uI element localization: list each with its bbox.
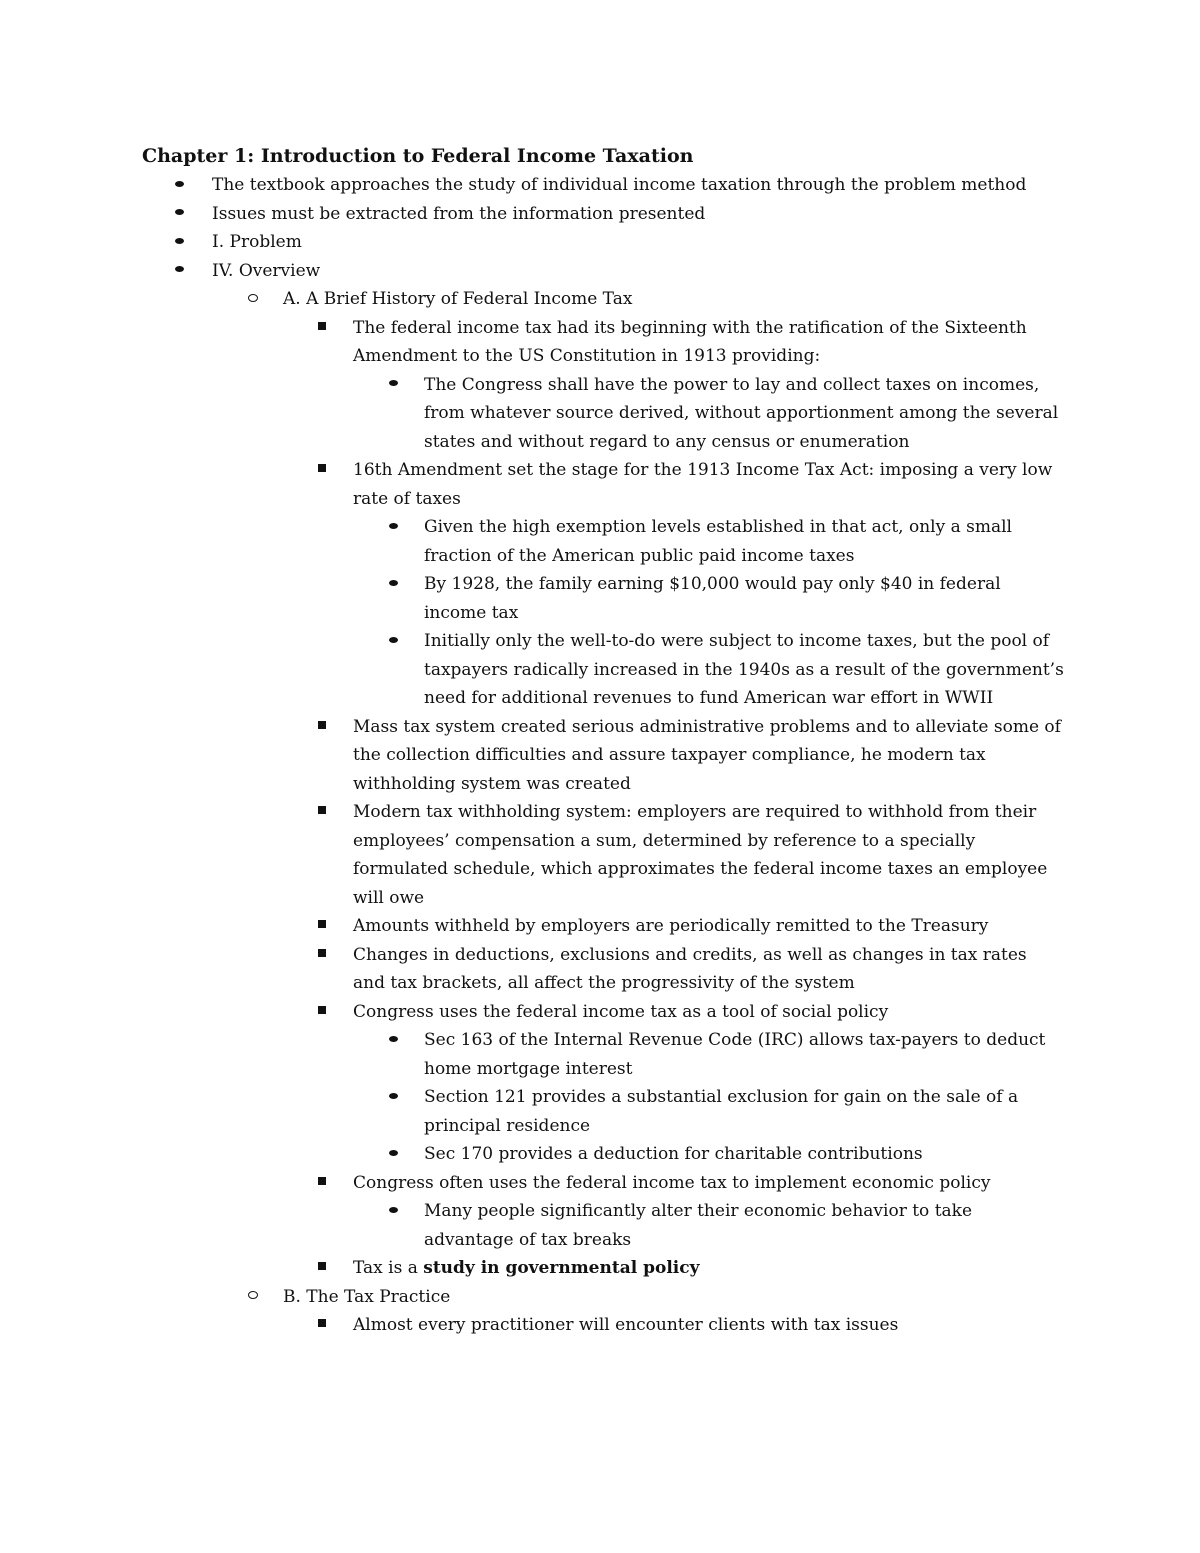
list-item <box>0 1169 1063 1198</box>
list-item-text: Sec 170 provides a deduction for charitable contributions <box>424 1144 923 1164</box>
bullet-icon <box>389 1026 398 1055</box>
list-item <box>0 627 1064 713</box>
list-item <box>0 1140 1064 1169</box>
bullet-icon <box>389 1140 398 1169</box>
list-item <box>0 1283 1073 1312</box>
circle-bullet-icon <box>248 1283 258 1312</box>
square-bullet-icon <box>318 456 326 485</box>
list-item <box>0 713 1063 799</box>
square-bullet-icon <box>318 713 326 742</box>
bullet-icon <box>389 570 398 599</box>
list-item-text: 16th Amendment set the stage for the 1913 Income Tax Act: imposing a very low rate of taxes <box>353 460 1053 509</box>
list-item-text: Congress uses the federal income tax as a tool of social policy <box>353 1001 889 1022</box>
emphasis-text: study in governmental policy <box>423 1258 700 1278</box>
circle-bullet-icon <box>248 285 258 314</box>
list-item-text: Tax is a <box>353 1258 424 1278</box>
list-item <box>0 371 1064 457</box>
square-bullet-icon <box>318 941 326 970</box>
bullet-icon <box>175 228 184 257</box>
list-item <box>0 1254 1063 1283</box>
bullet-icon <box>175 200 184 229</box>
square-bullet-icon <box>318 798 326 827</box>
list-item-text: Given the high exemption levels established in that act, only a small fraction of the American public paid income taxes <box>424 517 1012 566</box>
list-item-text: Issues must be extracted from the information presented <box>212 203 706 224</box>
list-item <box>0 314 1063 371</box>
bullet-icon <box>389 1083 398 1112</box>
bullet-icon <box>389 1197 398 1226</box>
list-item-text: The federal income tax had its beginning with the ratification of the Sixteenth Amendment to the US Constitution in 1913 providing: <box>353 317 1027 366</box>
square-bullet-icon <box>318 1254 326 1283</box>
list-item <box>0 941 1063 998</box>
list-item <box>0 285 1073 314</box>
list-item <box>0 998 1063 1027</box>
list-item-text: Amounts withheld by employers are periodically remitted to the Treasury <box>353 916 989 936</box>
list-item <box>0 570 1064 627</box>
square-bullet-icon <box>318 1311 326 1340</box>
list-item <box>0 200 1072 229</box>
square-bullet-icon <box>318 1169 326 1198</box>
list-item-text: B. The Tax Practice <box>283 1286 451 1307</box>
list-item-text: I. Problem <box>212 232 302 252</box>
list-item <box>0 257 1072 286</box>
list-item <box>0 1197 1064 1254</box>
list-item <box>0 513 1064 570</box>
bullet-icon <box>175 171 184 200</box>
list-item-text: Sec 163 of the Internal Revenue Code (IRC) allows tax-payers to deduct home mortgage interest <box>424 1030 1046 1079</box>
list-item <box>0 1311 1063 1340</box>
list-item <box>0 228 1072 257</box>
bullet-icon <box>175 257 184 286</box>
list-item-text: IV. Overview <box>212 260 321 281</box>
list-item <box>0 171 1072 200</box>
list-item-text: Almost every practitioner will encounter clients with tax issues <box>353 1315 899 1335</box>
list-item-text: By 1928, the family earning $10,000 would pay only $40 in federal income tax <box>424 574 1001 623</box>
list-item-text: A. A Brief History of Federal Income Tax <box>283 289 633 309</box>
list-item-text: Modern tax withholding system: employers are required to withhold from their employees’ compensation a sum, determined by reference to a specially formulated schedule, which approximates the federal income taxes an employee will owe <box>353 802 1048 908</box>
outline-list <box>0 171 1200 1340</box>
list-item-text: Initially only the well-to-do were subject to income taxes, but the pool of taxpayers radically increased in the 1940s as a result of the government’s need for additional revenues to fund American war effort in WWII <box>424 631 1064 708</box>
list-item <box>0 798 1063 912</box>
list-item-text: The Congress shall have the power to lay and collect taxes on incomes, from whatever source derived, without apportionment among the several states and without regard to any census or enumeration <box>424 374 1059 452</box>
square-bullet-icon <box>318 314 326 343</box>
square-bullet-icon <box>318 998 326 1027</box>
list-item-text: Changes in deductions, exclusions and credits, as well as changes in tax rates and tax brackets, all affect the progressivity of the system <box>353 944 1027 993</box>
chapter-title: Chapter 1: Introduction to Federal Income Taxation <box>142 145 694 167</box>
bullet-icon <box>389 513 398 542</box>
bullet-icon <box>389 627 398 656</box>
list-item <box>0 1026 1064 1083</box>
bullet-icon <box>389 371 398 400</box>
list-item <box>0 456 1063 513</box>
list-item-text: Many people significantly alter their economic behavior to take advantage of tax breaks <box>424 1201 973 1250</box>
list-item-text: The textbook approaches the study of individual income taxation through the problem method <box>212 175 1027 195</box>
list-item <box>0 912 1063 941</box>
list-item-text: Congress often uses the federal income tax to implement economic policy <box>353 1172 991 1193</box>
list-item <box>0 1083 1064 1140</box>
list-item-text: Mass tax system created serious administrative problems and to alleviate some of the collection difficulties and assure taxpayer compliance, he modern tax withholding system was created <box>353 716 1061 794</box>
square-bullet-icon <box>318 912 326 941</box>
list-item-text: Section 121 provides a substantial exclusion for gain on the sale of a principal residence <box>424 1087 1019 1136</box>
